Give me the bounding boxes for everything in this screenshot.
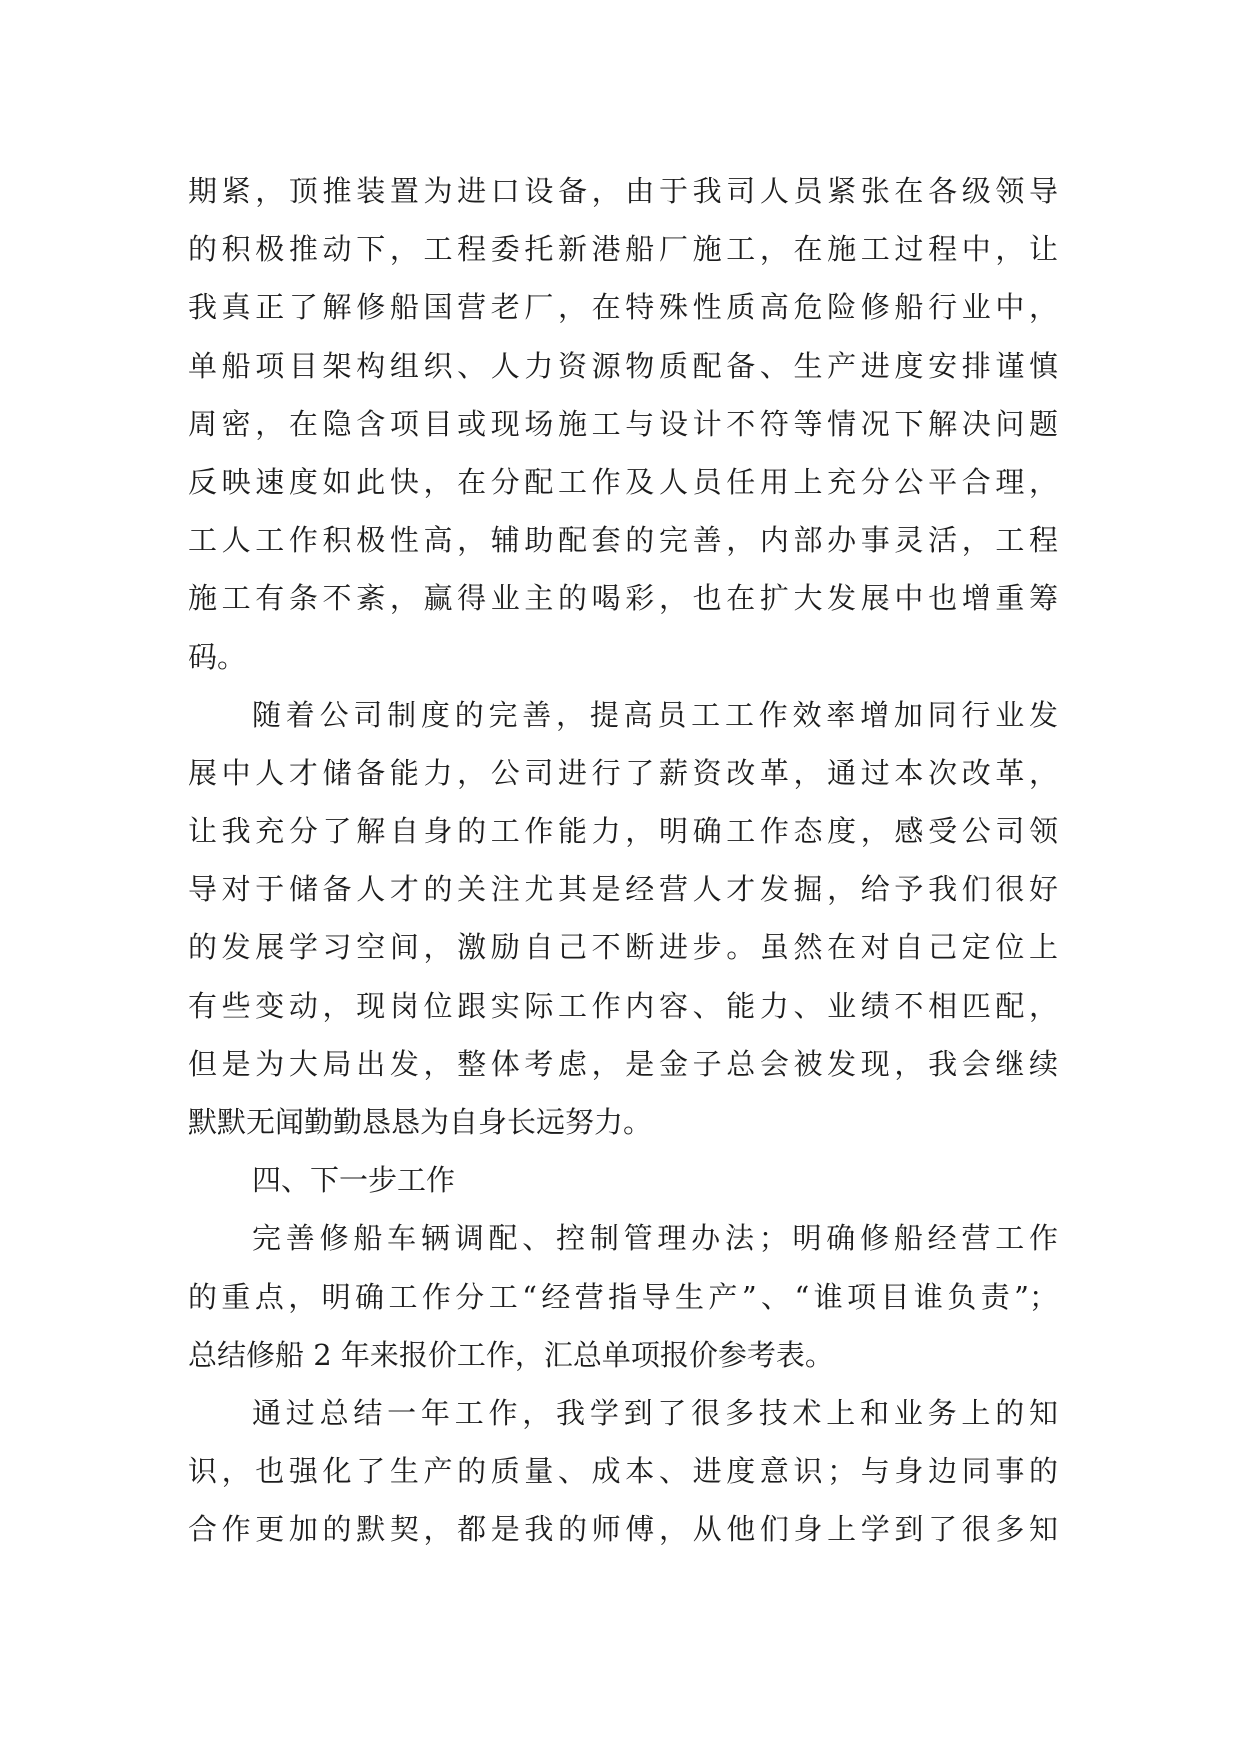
text-line: 单船项目架构组织、人力资源物质配备、生产进度安排谨慎 bbox=[188, 348, 1058, 383]
text-line: 合作更加的默契，都是我的师傅，从他们身上学到了很多知 bbox=[188, 1512, 1058, 1547]
text-line: 的重点，明确工作分工“经营指导生产”、“谁项目谁负责”； bbox=[188, 1279, 1058, 1314]
text-line: 的发展学习空间，激励自己不断进步。虽然在对自己定位上 bbox=[188, 930, 1058, 965]
text-line: 识，也强化了生产的质量、成本、进度意识；与身边同事的 bbox=[188, 1454, 1058, 1489]
text-line: 四、下一步工作 bbox=[252, 1163, 456, 1198]
text-line: 展中人才储备能力，公司进行了薪资改革，通过本次改革， bbox=[188, 755, 1058, 790]
text-line: 施工有条不紊，赢得业主的喝彩，也在扩大发展中也增重筹 bbox=[188, 581, 1058, 616]
text-line: 码。 bbox=[188, 639, 247, 674]
text-line: 周密，在隐含项目或现场施工与设计不符等情况下解决问题 bbox=[188, 406, 1058, 441]
text-line: 完善修船车辆调配、控制管理办法；明确修船经营工作 bbox=[252, 1221, 1058, 1256]
text-line: 让我充分了解自身的工作能力，明确工作态度，感受公司领 bbox=[188, 814, 1058, 849]
text-line: 总结修船 2 年来报价工作，汇总单项报价参考表。 bbox=[188, 1337, 834, 1372]
text-line: 的积极推动下，工程委托新港船厂施工，在施工过程中，让 bbox=[188, 232, 1058, 267]
text-line: 反映速度如此快，在分配工作及人员任用上充分公平合理， bbox=[188, 464, 1058, 499]
text-line: 期紧，顶推装置为进口设备，由于我司人员紧张在各级领导 bbox=[188, 174, 1058, 208]
text-line: 导对于储备人才的关注尤其是经营人才发掘，给予我们很好 bbox=[188, 872, 1058, 907]
text-line: 通过总结一年工作，我学到了很多技术上和业务上的知 bbox=[252, 1395, 1058, 1430]
text-line: 随着公司制度的完善，提高员工工作效率增加同行业发 bbox=[252, 697, 1058, 732]
text-line: 有些变动，现岗位跟实际工作内容、能力、业绩不相匹配， bbox=[188, 988, 1058, 1023]
text-line: 我真正了解修船国营老厂，在特殊性质高危险修船行业中， bbox=[188, 290, 1058, 325]
text-line: 默默无闻勤勤恳恳为自身长远努力。 bbox=[188, 1105, 653, 1139]
text-line: 工人工作积极性高，辅助配套的完善，内部办事灵活，工程 bbox=[188, 523, 1058, 558]
text-line: 但是为大局出发，整体考虑，是金子总会被发现，我会继续 bbox=[188, 1046, 1058, 1081]
body-text bbox=[188, 162, 1058, 1559]
